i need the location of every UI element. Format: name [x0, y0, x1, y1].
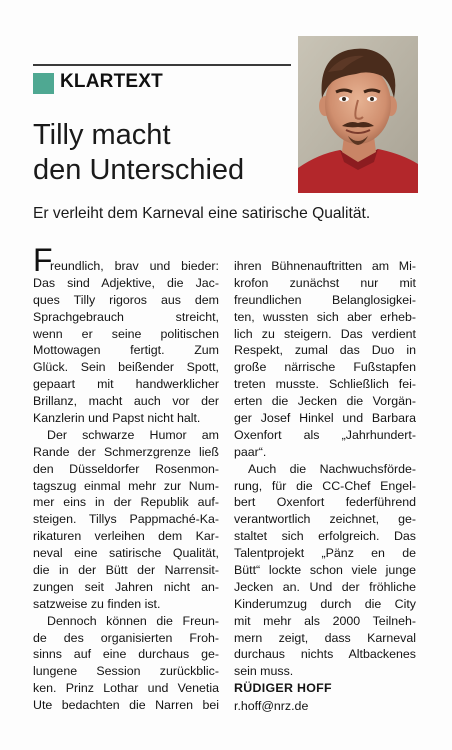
body-line: rikaturen verleihen dem Kar-	[33, 529, 219, 544]
body-line: Jecken an. Und der fröhliche	[234, 579, 416, 594]
body-line: gepaart mit handwerklicher	[33, 377, 219, 392]
author-email: r.hoff@nrz.de	[234, 699, 309, 714]
body-line: zungen seit Jahren nicht an-	[33, 579, 219, 594]
body-line: Dennoch können die Freun-	[47, 613, 219, 628]
headline-line-2: den Unterschied	[33, 154, 245, 186]
body-line: krofon zunächst nur mit	[234, 275, 416, 290]
body-line: Der schwarze Humor am	[47, 427, 219, 442]
body-line: Glück. Sein beißender Spott,	[33, 360, 219, 375]
drop-cap: F	[33, 242, 53, 278]
article-column-right	[234, 258, 416, 715]
rubric-label: KLARTEXT	[60, 71, 163, 92]
body-line: ihren Bühnenauftritten am Mi-	[234, 259, 416, 273]
rubric-square-icon	[33, 73, 54, 94]
body-line: Mottowagen fertigt. Zum	[33, 343, 219, 358]
body-line: Talentprojekt „Pänz en de	[234, 546, 416, 561]
body-line: bert Oxenfort federführend	[234, 495, 416, 510]
body-line: Rande der Schmerzgrenze ließ	[33, 444, 219, 459]
author-portrait-photo	[298, 36, 418, 193]
body-line: rung, für die CC-Chef Engel-	[234, 478, 416, 493]
body-line: Oxenfort als „Jahrhundert-	[234, 427, 416, 442]
article-column-left	[33, 242, 219, 714]
body-line: die in der Bütt der Narrensit-	[33, 563, 219, 578]
body-line: paar“.	[234, 444, 267, 459]
body-line: Bütt“ lockte schon viele junge	[234, 563, 416, 578]
body-line: mit mehr als 2000 Teilneh-	[234, 613, 416, 628]
headline	[33, 118, 293, 188]
body-line: reundlich, brav und bieder:	[50, 259, 219, 273]
body-line: satzweise zu finden ist.	[33, 596, 161, 611]
body-line: ger Josef Hinkel und Barbara	[234, 411, 416, 426]
rubric-bar	[33, 64, 291, 106]
body-line: lich zu steigern. Das verdient	[234, 326, 416, 341]
body-line: sein muss.	[234, 664, 294, 679]
body-line: mern zeigt, dass Karneval	[234, 630, 416, 645]
body-line: verantwortlich zeichnet, ge-	[234, 512, 416, 527]
first-line	[33, 242, 219, 278]
body-line: tagszug einmal mehr zur Num-	[33, 478, 219, 493]
body-line: Sprachgebrauch streicht,	[33, 309, 219, 324]
body-line: sinns auf eine durchaus ge-	[33, 647, 219, 662]
body-line: neval eine satirische Qualität,	[33, 546, 219, 561]
body-line: durchaus nichts Altbackenes	[234, 647, 416, 662]
body-line: wenn er seine politischen	[33, 326, 219, 341]
body-line: erten die Jecken die Vorgän-	[234, 394, 416, 409]
body-line: Ute bedachten die Narren bei	[33, 698, 219, 713]
body-line: ten, wussten sich aber erheb-	[234, 309, 416, 324]
body-line: steigen. Tillys Pappmaché-Ka-	[33, 512, 219, 527]
body-line: freundlichen Belanglosigkei-	[234, 292, 416, 307]
body-line: große närrische Fußstapfen	[234, 360, 416, 375]
body-line: treten musste. Schließlich fei-	[234, 377, 416, 392]
body-line: ken. Prinz Lothar und Venetia	[33, 681, 219, 696]
body-line: Kanzlerin und Papst nicht halt.	[33, 411, 201, 426]
body-line: Auch die Nachwuchsförde-	[248, 461, 416, 476]
subheadline: Er verleiht dem Karneval eine satirische Qualität.	[33, 205, 371, 222]
body-line: den Düsseldorfer Rosenmon-	[33, 461, 219, 476]
body-line: Brillanz, macht auch vor der	[33, 394, 219, 409]
body-line: Respekt, zumal das Duo in	[234, 343, 416, 358]
body-line: ques Tilly rigoros aus dem	[33, 292, 219, 307]
body-line: lungene Session zurückblic-	[33, 664, 219, 679]
author-name: RÜDIGER HOFF	[234, 681, 332, 696]
body-line: Das sind Adjektive, die Jac-	[33, 275, 219, 290]
body-line: staltet sich erfolgreich. Das	[234, 529, 416, 544]
headline-line-1: Tilly macht	[33, 119, 171, 151]
body-line: mer eins in der Republik auf-	[33, 495, 219, 510]
body-line: Kinderumzug durch die City	[234, 596, 416, 611]
body-line: de des organisierten Froh-	[33, 630, 219, 645]
